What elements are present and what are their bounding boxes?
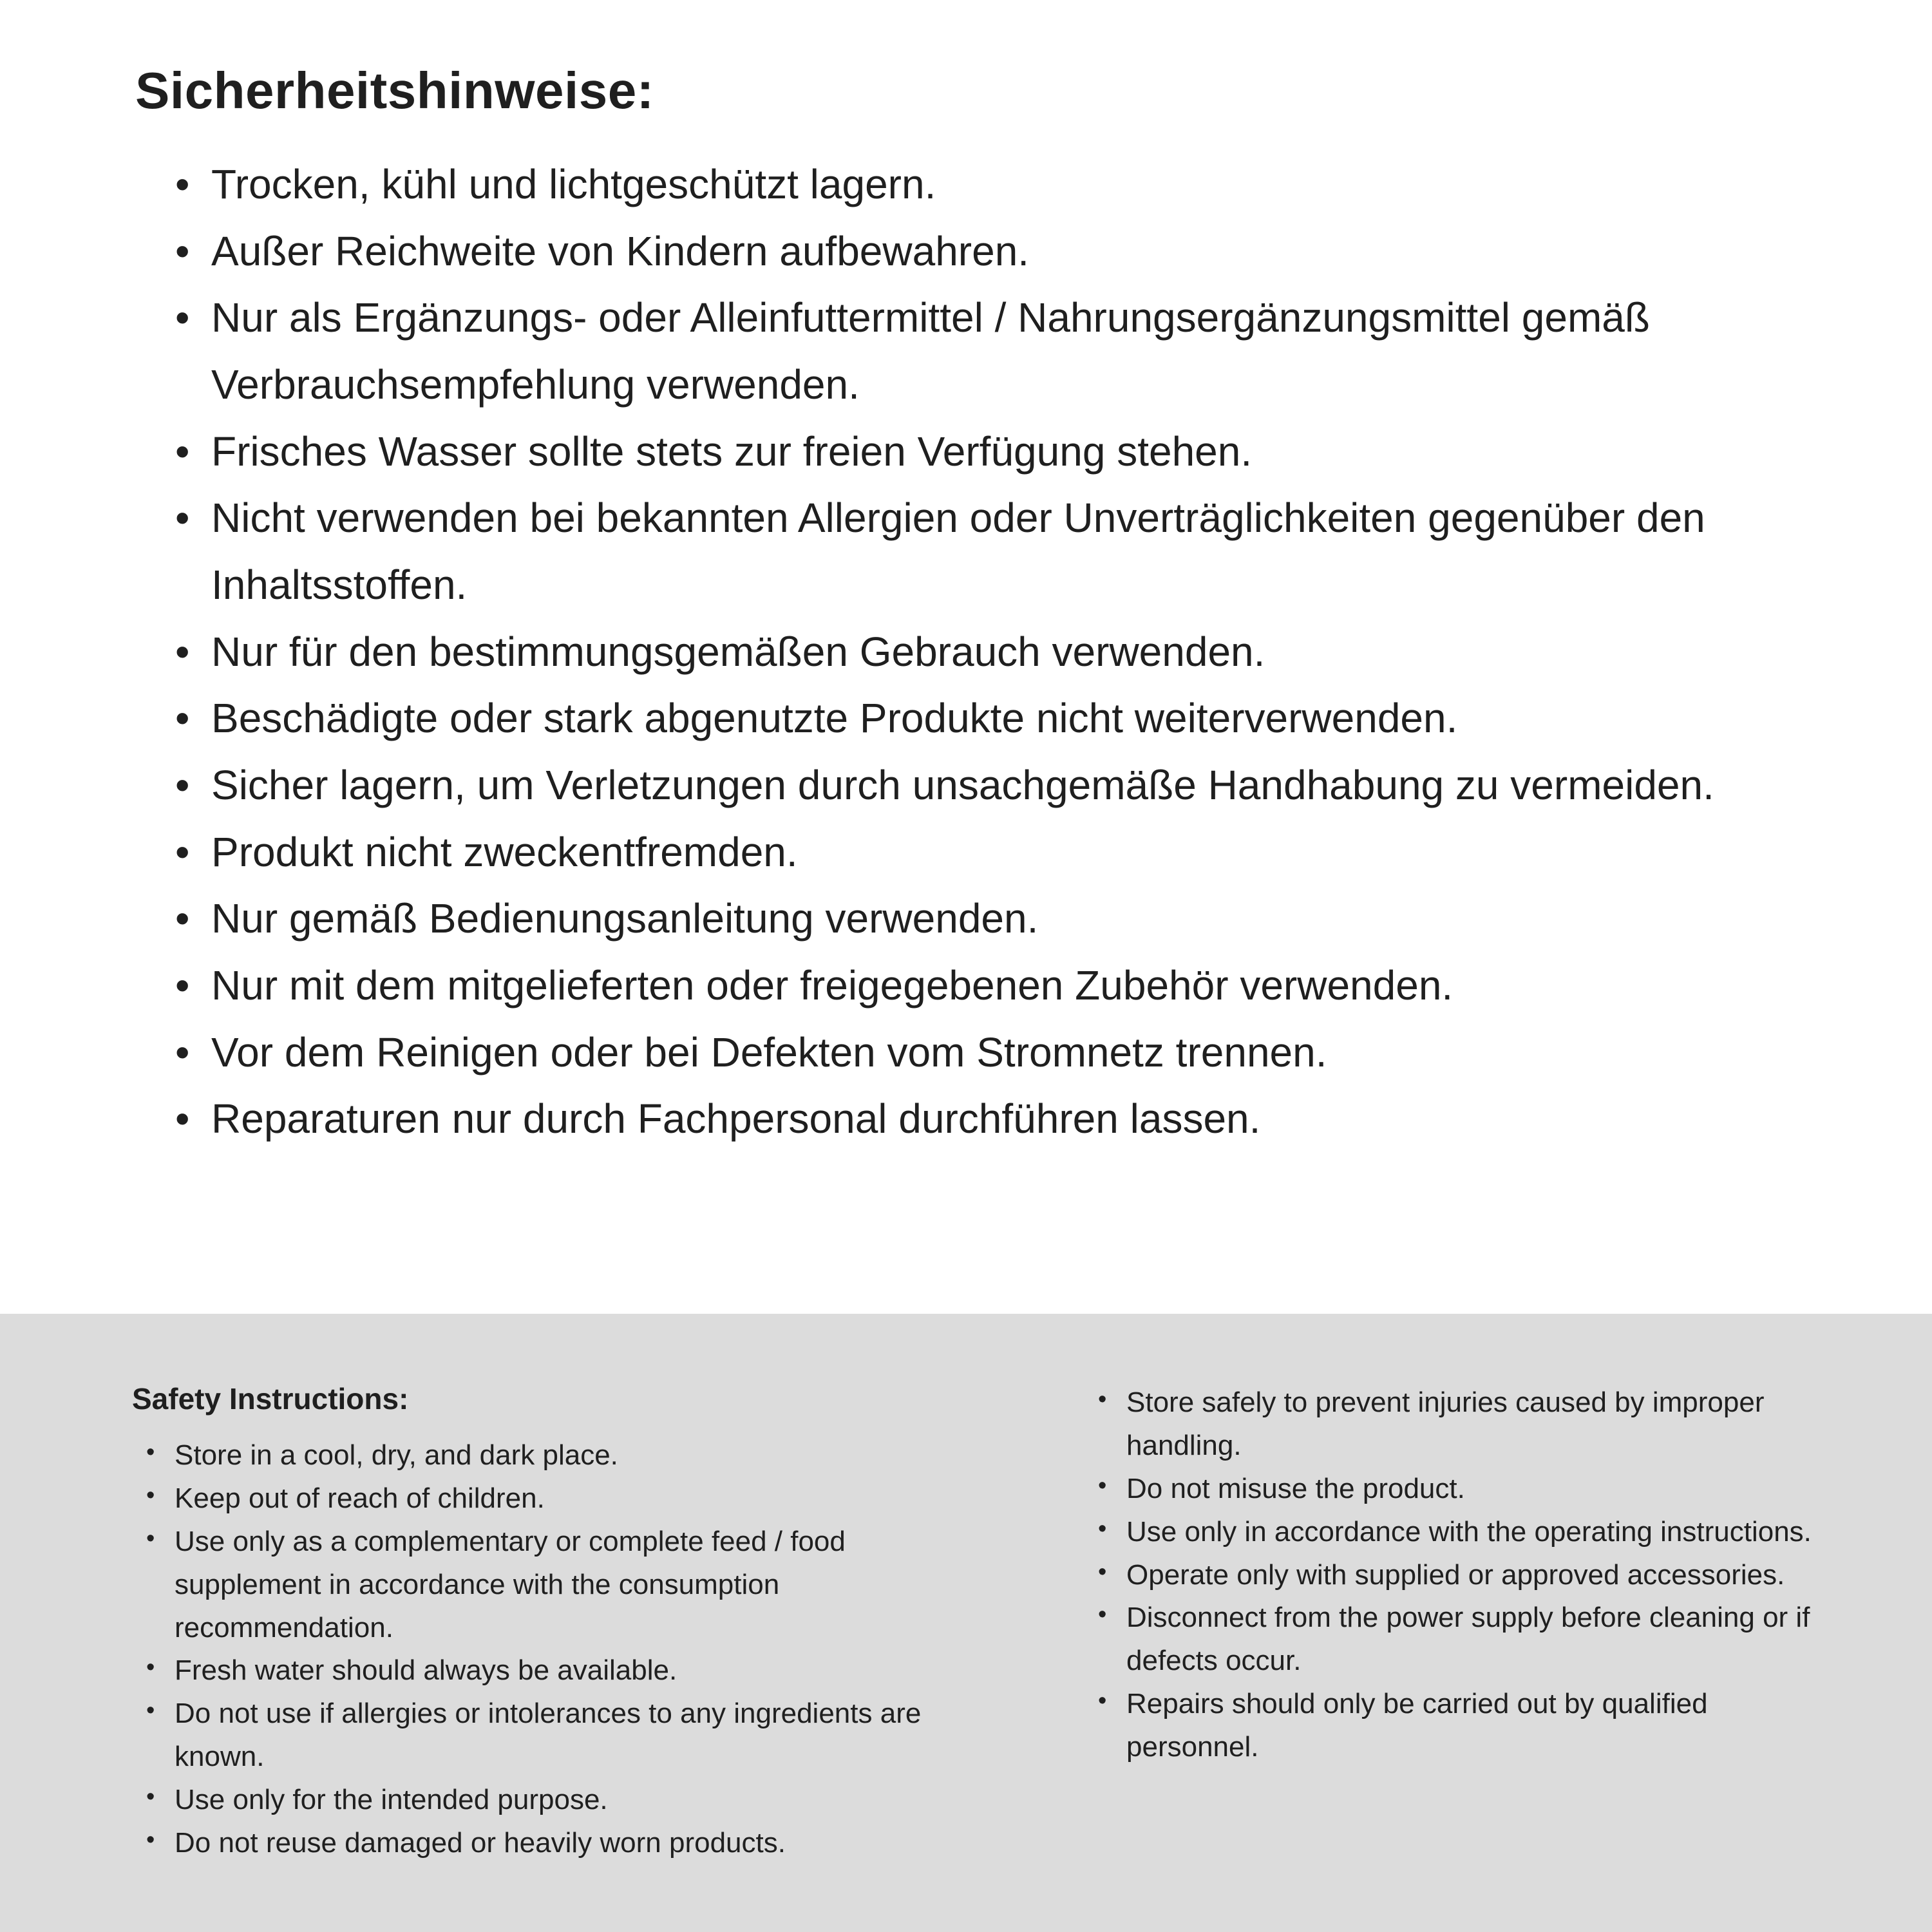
english-section-title: Safety Instructions: [132,1382,409,1416]
english-safety-item-text: Use only in accordance with the operating instructions. [1126,1515,1812,1548]
german-safety-item [175,886,1823,952]
english-safety-item [146,1520,989,1650]
german-safety-item-text: Reparaturen nur durch Fachpersonal durchführen lassen. [211,1095,1261,1142]
english-safety-item [146,1434,989,1477]
english-safety-item [146,1649,989,1692]
english-safety-item [1098,1381,1835,1468]
english-safety-item-text: Repairs should only be carried out by qualified personnel. [1126,1688,1708,1763]
german-safety-item [175,1086,1823,1153]
german-safety-list [135,151,1823,1153]
german-safety-item-text: Frisches Wasser sollte stets zur freien Verfügung stehen. [211,428,1253,475]
english-safety-item-text: Disconnect from the power supply before cleaning or if defects occur. [1126,1602,1810,1677]
german-safety-item [175,819,1823,886]
english-safety-item [1098,1511,1835,1554]
english-safety-list-right [1098,1381,1835,1769]
german-safety-item-text: Nicht verwenden bei bekannten Allergien oder Unverträglichkeiten gegenüber den Inhaltsstoffen. [211,495,1705,609]
german-safety-item [175,952,1823,1019]
english-safety-item-text: Do not reuse damaged or heavily worn products. [175,1826,786,1859]
english-safety-item-text: Store safely to prevent injuries caused by improper handling. [1126,1387,1765,1461]
english-safety-item-text: Keep out of reach of children. [175,1482,545,1514]
english-safety-item [146,1779,989,1822]
german-safety-item [175,619,1823,686]
german-safety-item-text: Produkt nicht zweckentfremden. [211,828,798,875]
english-safety-item-text: Do not use if allergies or intolerances to any ingredients are known. [175,1698,922,1773]
english-safety-item-text: Use only as a complementary or complete feed / food supplement in accordance with the consumption recommendation. [175,1525,846,1643]
german-safety-item-text: Vor dem Reinigen oder bei Defekten vom Stromnetz trennen. [211,1028,1327,1075]
german-safety-item-text: Nur als Ergänzungs- oder Alleinfuttermittel / Nahrungsergänzungsmittel gemäß Verbrauchsempfehlung verwenden. [211,294,1650,408]
english-safety-item [1098,1554,1835,1597]
german-safety-item-text: Sicher lagern, um Verletzungen durch unsachgemäße Handhabung zu vermeiden. [211,762,1714,809]
english-safety-item [146,1692,989,1779]
german-safety-item [175,752,1823,819]
german-safety-item [175,419,1823,486]
english-safety-item [146,1822,989,1865]
english-safety-item [146,1477,989,1520]
english-safety-item [1098,1683,1835,1769]
german-safety-item-text: Trocken, kühl und lichtgeschützt lagern. [211,161,936,207]
german-safety-item [175,1019,1823,1086]
english-safety-section [0,1314,1932,1932]
english-right-column [1098,1381,1835,1932]
german-safety-item [175,218,1823,285]
english-safety-item [1098,1596,1835,1683]
german-safety-item-text: Nur mit dem mitgelieferten oder freigegebenen Zubehör verwenden. [211,962,1454,1009]
english-safety-item [1098,1468,1835,1511]
german-safety-item [175,685,1823,752]
english-safety-item-text: Store in a cool, dry, and dark place. [175,1439,618,1471]
german-safety-item [175,151,1823,218]
english-safety-item-text: Do not misuse the product. [1126,1472,1465,1504]
german-safety-item [175,485,1823,618]
german-safety-item [175,285,1823,418]
english-left-column [132,1381,989,1932]
german-safety-item-text: Nur für den bestimmungsgemäßen Gebrauch verwenden. [211,628,1265,675]
english-safety-item-text: Use only for the intended purpose. [175,1784,608,1815]
german-safety-item-text: Nur gemäß Bedienungsanleitung verwenden. [211,895,1039,942]
english-safety-item-text: Operate only with supplied or approved accessories. [1126,1558,1785,1591]
english-safety-list-left [132,1434,989,1865]
german-safety-item-text: Beschädigte oder stark abgenutzte Produkte nicht weiterverwenden. [211,695,1458,742]
english-safety-item-text: Fresh water should always be available. [175,1654,677,1687]
german-safety-item-text: Außer Reichweite von Kindern aufbewahren. [211,227,1030,274]
german-section-title: Sicherheitshinweise: [135,62,654,119]
